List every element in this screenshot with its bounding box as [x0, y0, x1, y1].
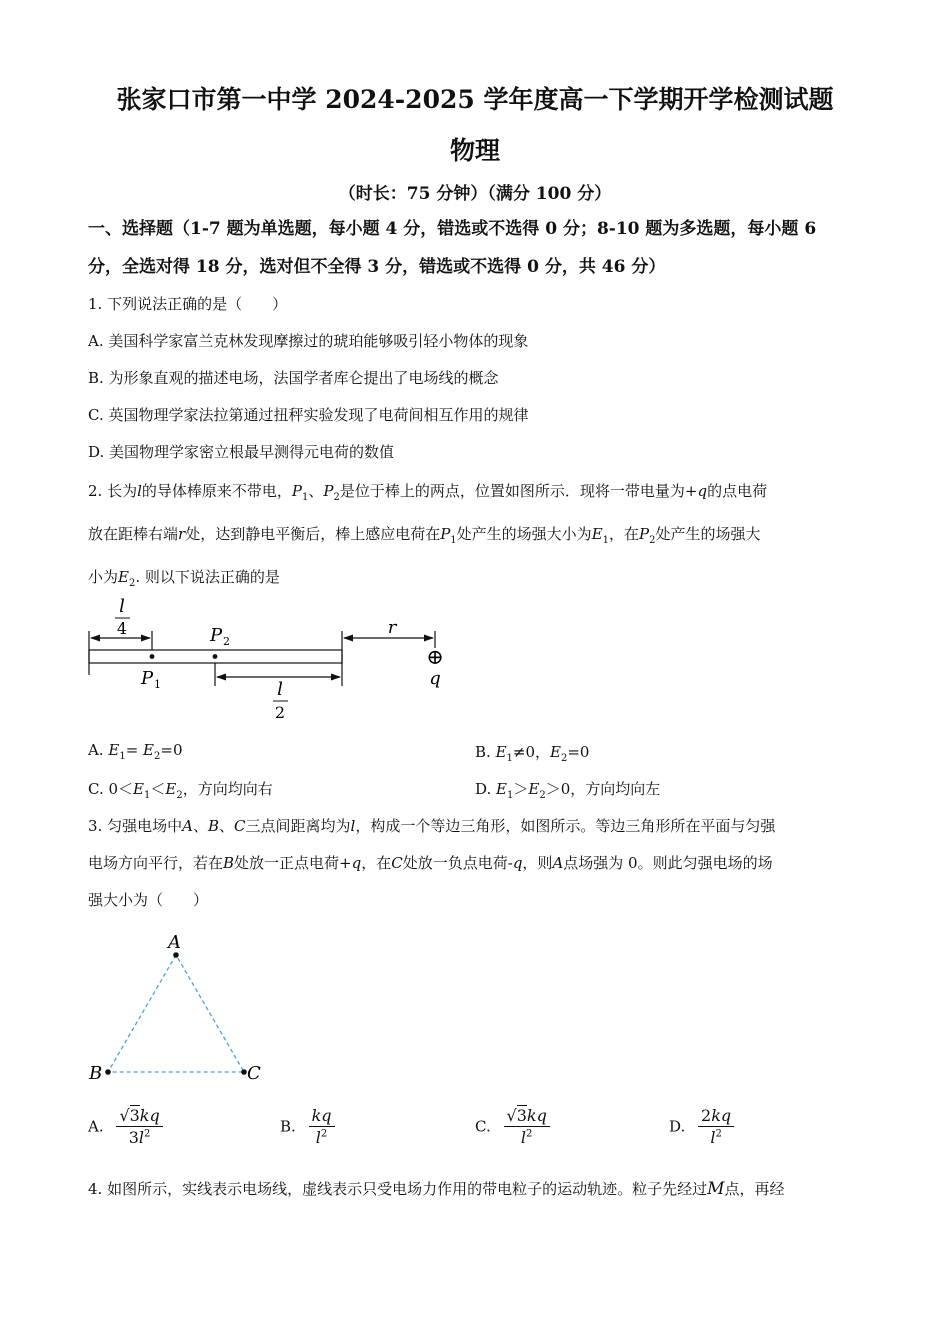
q2-option-c: C. $0<E_1<E_2$，方向均向右 — [88, 780, 273, 801]
point-c — [241, 1069, 247, 1075]
point-a — [173, 952, 179, 958]
half-num: l — [277, 679, 283, 700]
q3-option-b-fraction: $\frac{kq}{l^2}$ — [309, 1106, 335, 1147]
q1-option-a: A. 美国科学家富兰克林发现摩擦过的琥珀能够吸引轻小物体的现象 — [88, 332, 529, 350]
q3-option-d-fraction: $\frac{2kq}{l^2}$ — [698, 1106, 734, 1147]
q3-option-b: B. $\frac{kq}{l^2}$ — [280, 1106, 335, 1147]
half-arrow-left-head — [216, 674, 226, 681]
q3-stem — [88, 808, 864, 919]
p1-point — [150, 654, 155, 659]
label-b: B — [89, 1063, 103, 1084]
quarter-arrow-right-head — [141, 635, 151, 642]
q3-option-c-fraction: $\frac{√3kq}{l^2}$ — [504, 1106, 550, 1147]
p1-sub: 1 — [154, 678, 161, 691]
q3-line1: 3. 匀强电场中A、B、C三点间距离均为l，构成一个等边三角形，如图所示。等边三角形所在平面与匀强 — [88, 817, 776, 835]
section-heading-line2: 分，全选对得 18 分，选对但不全得 3 分，错选或不选得 0 分，共 46 分） — [88, 257, 666, 277]
subject-title: 物理 — [449, 136, 500, 165]
label-c: C — [247, 1063, 261, 1084]
q1-stem: 1. 下列说法正确的是（ ） — [88, 295, 288, 313]
half-arrow-right-head — [331, 674, 341, 681]
exam-meta: （时长：75 分钟）（满分 100 分） — [338, 184, 612, 204]
q3-option-a: A. $\frac{√3kq}{3l^2}$ — [88, 1106, 163, 1147]
q1-option-d: D. 美国物理学家密立根最早测得元电荷的数值 — [88, 443, 395, 461]
q2-rod-figure — [80, 590, 460, 730]
point-b — [105, 1069, 111, 1075]
q3-option-c: C. $\frac{√3kq}{l^2}$ — [475, 1106, 550, 1147]
q3-triangle-figure — [82, 928, 282, 1088]
r-arrow-left-head — [343, 635, 353, 642]
p2-point — [213, 654, 218, 659]
r-label: r — [387, 617, 397, 638]
half-den: 2 — [274, 703, 286, 722]
q-label: q — [429, 668, 441, 689]
q2-stem: 2. 长为l的导体棒原来不带电，$P_1$、$P_2$是位于棒上的两点，位置如图所示．现将一带电量为+q的点电荷 放在距棒右端r处，达到静电平衡后，棒上感应电荷在$P_1$处产生的场强大小为$E_1$，在$P_2$处产生的场强大 小为$E_2$. 则以下说法正确的是 — [88, 482, 768, 589]
q3-line2: 电场方向平行，若在B处放一正点电荷+q，在C处放一负点电荷-q，则A点场强为 0。则此匀强电场的场 — [88, 854, 773, 872]
section-heading — [88, 210, 878, 286]
triangle-abc — [108, 955, 244, 1072]
p2-sub: 2 — [223, 635, 230, 648]
exam-title: 张家口市第一中学 2024-2025 学年度高一下学期开学检测试题 — [116, 85, 834, 114]
q3-option-d: D. $\frac{2kq}{l^2}$ — [669, 1106, 734, 1147]
q1-option-c: C. 英国物理学家法拉第通过扭秤实验发现了电荷间相互作用的规律 — [88, 406, 529, 424]
p2-label: P — [210, 625, 223, 646]
quarter-num: l — [119, 596, 125, 617]
section-heading-line1: 一、选择题（1-7 题为单选题，每小题 4 分，错选或不选得 0 分；8-10 题为多选题，每小题 6 — [88, 219, 817, 239]
q2-option-b: B. $E_1\ne 0$，$E_2=0$ — [475, 743, 590, 764]
quarter-arrow-left-head — [90, 635, 100, 642]
q2-option-a: A. $E_1= E_2=0$ — [88, 741, 183, 762]
label-a: A — [168, 932, 181, 953]
plus-charge-icon: ⊕ — [426, 645, 444, 669]
q3-line3: 强大小为（ ） — [88, 891, 209, 909]
q1-option-b: B. 为形象直观的描述电场，法国学者库仑提出了电场线的概念 — [88, 369, 499, 387]
r-arrow-right-head — [424, 635, 434, 642]
q4-stem: 4. 如图所示，实线表示电场线，虚线表示只受电场力作用的带电粒子的运动轨迹。粒子先经过M点，再经 — [88, 1179, 785, 1199]
p1-label: P — [141, 668, 154, 689]
quarter-den: 4 — [116, 619, 128, 638]
q2-option-d: D. $E_1>E_2>0$，方向均向左 — [475, 780, 661, 801]
q3-option-a-fraction: $\frac{√3kq}{3l^2}$ — [116, 1106, 162, 1147]
